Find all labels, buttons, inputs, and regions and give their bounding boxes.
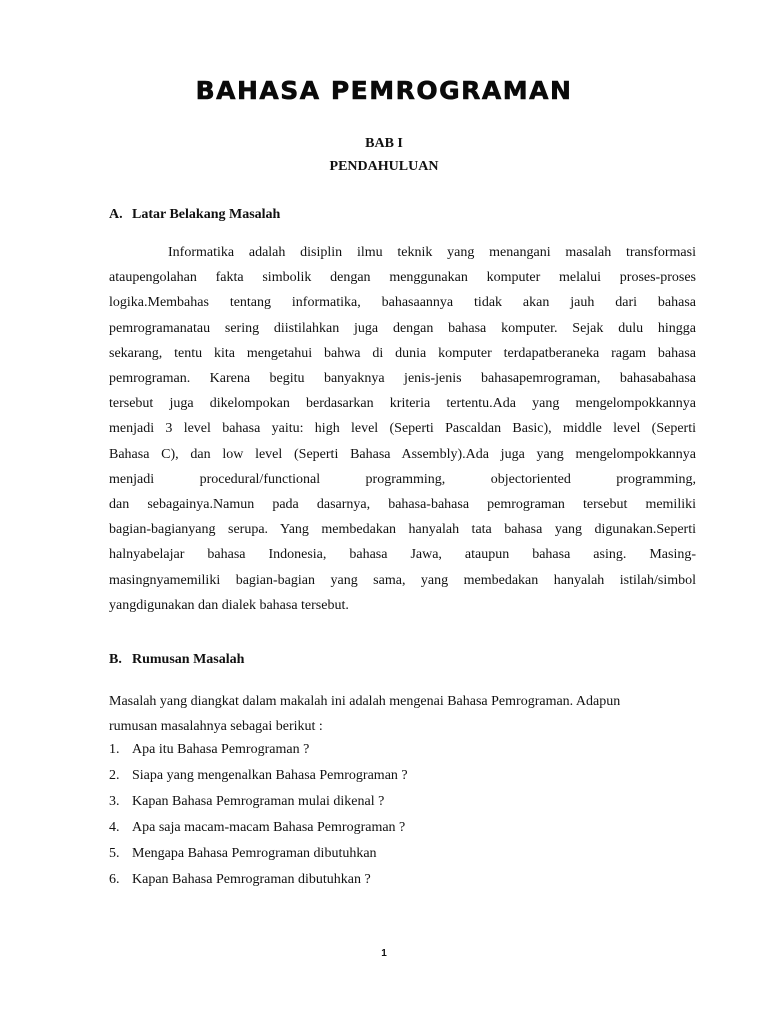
section-b-title: Rumusan Masalah xyxy=(132,652,245,667)
question-number: 1. xyxy=(109,742,120,757)
question-text: Apa itu Bahasa Pemrograman ? xyxy=(132,742,310,757)
question-item xyxy=(109,742,408,768)
paragraph-line: halnyabelajar bahasa Indonesia, bahasa Jawa, ataupun bahasa asing. Masing- xyxy=(109,547,696,563)
question-text: Siapa yang mengenalkan Bahasa Pemrograman ? xyxy=(132,768,408,783)
document-title: BAHASA PEMROGRAMAN xyxy=(195,76,573,105)
section-a-letter: A. xyxy=(109,207,123,222)
paragraph-line: menjadi procedural/functional programming, objectoriented programming, xyxy=(109,471,696,487)
page-number: 1 xyxy=(381,948,387,959)
paragraph-line: pemrogramanatau sering diistilahkan juga dengan bahasa komputer. Sejak dulu hingga xyxy=(109,320,696,336)
chapter-number: BAB I xyxy=(365,136,403,151)
question-text: Kapan Bahasa Pemrograman dibutuhkan ? xyxy=(132,872,371,887)
question-text: Kapan Bahasa Pemrograman mulai dikenal ? xyxy=(132,794,385,809)
question-item xyxy=(109,872,408,898)
question-item xyxy=(109,768,408,794)
question-item xyxy=(109,846,408,872)
paragraph-line: bagian-bagianyang serupa. Yang membedakan hanyalah tata bahasa yang digunakan.Seperti xyxy=(109,522,696,538)
paragraph-line: dan sebagainya.Namun pada dasarnya, bahasa-bahasa pemrograman tersebut memiliki xyxy=(109,497,696,512)
paragraph-line: pemrograman. Karena begitu banyaknya jenis-jenis bahasapemrograman, bahasabahasa xyxy=(109,371,696,386)
question-number: 2. xyxy=(109,768,120,783)
section-b-heading xyxy=(109,652,244,668)
question-text: Apa saja macam-macam Bahasa Pemrograman ? xyxy=(132,820,406,835)
section-b-intro xyxy=(109,694,620,744)
paragraph-line: ataupengolahan fakta simbolik dengan menggunakan komputer melalui proses-proses xyxy=(109,270,696,286)
paragraph-line: masingnyamemiliki bagian-bagian yang sama, yang membedakan hanyalah istilah/simbol xyxy=(109,572,696,588)
intro-line: Masalah yang diangkat dalam makalah ini adalah mengenai Bahasa Pemrograman. Adapun xyxy=(109,694,621,709)
question-item xyxy=(109,820,408,846)
chapter-title: PENDAHULUAN xyxy=(329,159,439,174)
paragraph-line: menjadi 3 level bahasa yaitu: high level (Seperti Pascaldan Basic), middle level (Seperti xyxy=(109,421,696,437)
section-a-heading xyxy=(109,207,280,223)
question-text: Mengapa Bahasa Pemrograman dibutuhkan xyxy=(132,846,377,861)
section-b-letter: B. xyxy=(109,652,122,667)
paragraph-line: Informatika adalah disiplin ilmu teknik yang menangani masalah transformasi xyxy=(168,245,696,260)
paragraph-line: yangdigunakan dan dialek bahasa tersebut. xyxy=(109,597,349,613)
question-number: 5. xyxy=(109,846,120,861)
paragraph-line: tersebut juga dikelompokan berdasarkan kriteria tertentu.Ada yang mengelompokkannya xyxy=(109,396,696,412)
paragraph-line: logika.Membahas tentang informatika, bahasaannya tidak akan jauh dari bahasa xyxy=(109,295,696,311)
paragraph-line: sekarang, tentu kita mengetahui bahwa di dunia komputer terdapatberaneka ragam bahasa xyxy=(109,345,696,361)
question-number: 3. xyxy=(109,794,120,809)
question-list xyxy=(109,742,408,898)
intro-line: rumusan masalahnya sebagai berikut : xyxy=(109,719,323,734)
question-item xyxy=(109,794,408,820)
question-number: 4. xyxy=(109,820,120,835)
section-a-title: Latar Belakang Masalah xyxy=(132,207,281,222)
paragraph-line: Bahasa C), dan low level (Seperti Bahasa Assembly).Ada juga yang mengelompokkannya xyxy=(109,446,696,462)
question-number: 6. xyxy=(109,872,120,887)
